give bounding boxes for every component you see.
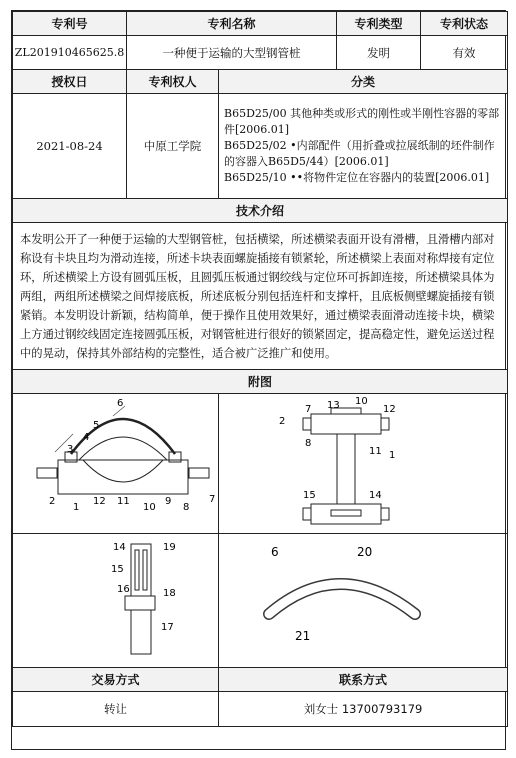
figure-1-label: 5 bbox=[93, 420, 100, 431]
figure-2-label: 12 bbox=[383, 404, 396, 415]
figure-1-label: 10 bbox=[143, 502, 156, 513]
figure-3-cell bbox=[13, 534, 219, 668]
patent-name: 一种便于运输的大型钢管桩 bbox=[127, 36, 337, 70]
figure-4-label: 21 bbox=[295, 629, 311, 643]
patent-table bbox=[12, 11, 508, 727]
trade-method: 转让 bbox=[13, 692, 219, 727]
header-patent-type: 专利类型 bbox=[337, 12, 421, 36]
figure-3-label: 18 bbox=[163, 588, 176, 599]
figure-2-label: 14 bbox=[369, 490, 382, 501]
figure-4-label: 6 bbox=[271, 545, 279, 559]
figure-3-label: 17 bbox=[161, 622, 174, 633]
figure-2-label: 13 bbox=[327, 400, 340, 411]
header-contact: 联系方式 bbox=[219, 668, 508, 692]
patentee: 中原工学院 bbox=[127, 94, 219, 199]
figure-1-label: 9 bbox=[165, 496, 172, 507]
figure-4-drawing bbox=[219, 534, 508, 668]
figure-2-label: 1 bbox=[389, 450, 396, 461]
header-patent-status: 专利状态 bbox=[421, 12, 508, 36]
figure-1-label: 1 bbox=[73, 502, 80, 513]
figure-2-label: 10 bbox=[355, 396, 368, 407]
figure-3-label: 15 bbox=[111, 564, 124, 575]
classification-item: B65D25/10 ••将物件定位在容器内的装置[2006.01] bbox=[224, 171, 490, 184]
header-patent-name: 专利名称 bbox=[127, 12, 337, 36]
figure-2-label: 8 bbox=[305, 438, 312, 449]
figure-2-label: 7 bbox=[305, 404, 312, 415]
figure-2-drawing bbox=[219, 394, 508, 534]
figure-2-label: 2 bbox=[279, 416, 286, 427]
figure-1-label: 4 bbox=[83, 432, 90, 443]
figure-1-label: 2 bbox=[49, 496, 56, 507]
classification-list bbox=[219, 94, 508, 199]
header-figures: 附图 bbox=[13, 370, 508, 394]
classification-item: B65D25/02 •内部配件（用折叠或拉展纸制的坯件制作的容器入B65D5/44）[2006.01] bbox=[224, 139, 495, 168]
figure-3-label: 14 bbox=[113, 542, 126, 553]
classification-item: B65D25/00 其他种类或形式的刚性或半刚性容器的零部件[2006.01] bbox=[224, 107, 500, 136]
figure-2-label: 11 bbox=[369, 446, 382, 457]
figure-1-label: 3 bbox=[67, 444, 74, 455]
figure-1-drawing bbox=[13, 394, 219, 534]
patent-status: 有效 bbox=[421, 36, 508, 70]
figure-3-label: 16 bbox=[117, 584, 130, 595]
header-patentee: 专利权人 bbox=[127, 70, 219, 94]
patent-type: 发明 bbox=[337, 36, 421, 70]
header-classification: 分类 bbox=[219, 70, 508, 94]
figure-4-label: 20 bbox=[357, 545, 373, 559]
header-grant-date: 授权日 bbox=[13, 70, 127, 94]
tech-intro-text: 本发明公开了一种便于运输的大型钢管桩，包括横梁，所述横梁表面开设有滑槽，且滑槽内部对称设有卡块且均为滑动连接，所述卡块表面螺旋插接有锁紧轮，所述横梁上表面对称焊接有定位环，所述横梁上方设有圆弧压板，且圆弧压板通过钢绞线与定位环可拆卸连接，所述横梁具体为两组，两组所述横梁之间焊接底板，所述底板分别包括连杆和支撑杆，且底板侧壁螺旋插接有锁紧销。本发明设计新颖，结构简单，便于操作且使用效果好，通过横梁表面滑动连接卡块，横梁上方通过钢绞线固定连接圆弧压板，对钢管桩进行很好的锁紧固定，提高稳定性，避免运送过程中的晃动，保持其外部结构的完整性，适合被广泛推广和使用。 bbox=[13, 223, 508, 370]
figure-3-label: 19 bbox=[163, 542, 176, 553]
patent-sheet bbox=[11, 10, 506, 750]
figure-1-cell bbox=[13, 394, 219, 534]
grant-date: 2021-08-24 bbox=[13, 94, 127, 199]
header-tech-intro: 技术介绍 bbox=[13, 199, 508, 223]
figure-1-label: 7 bbox=[209, 494, 216, 505]
figure-1-label: 11 bbox=[117, 496, 130, 507]
header-patent-no: 专利号 bbox=[13, 12, 127, 36]
contact-info: 刘女士 13700793179 bbox=[219, 692, 508, 727]
figure-1-label: 12 bbox=[93, 496, 106, 507]
figure-2-label: 15 bbox=[303, 490, 316, 501]
figure-2-cell bbox=[219, 394, 508, 534]
figure-3-drawing bbox=[13, 534, 219, 668]
figure-1-label: 6 bbox=[117, 398, 124, 409]
patent-number: ZL201910465625.8 bbox=[13, 36, 127, 70]
figure-1-label: 8 bbox=[183, 502, 190, 513]
header-trade-method: 交易方式 bbox=[13, 668, 219, 692]
figure-4-cell bbox=[219, 534, 508, 668]
